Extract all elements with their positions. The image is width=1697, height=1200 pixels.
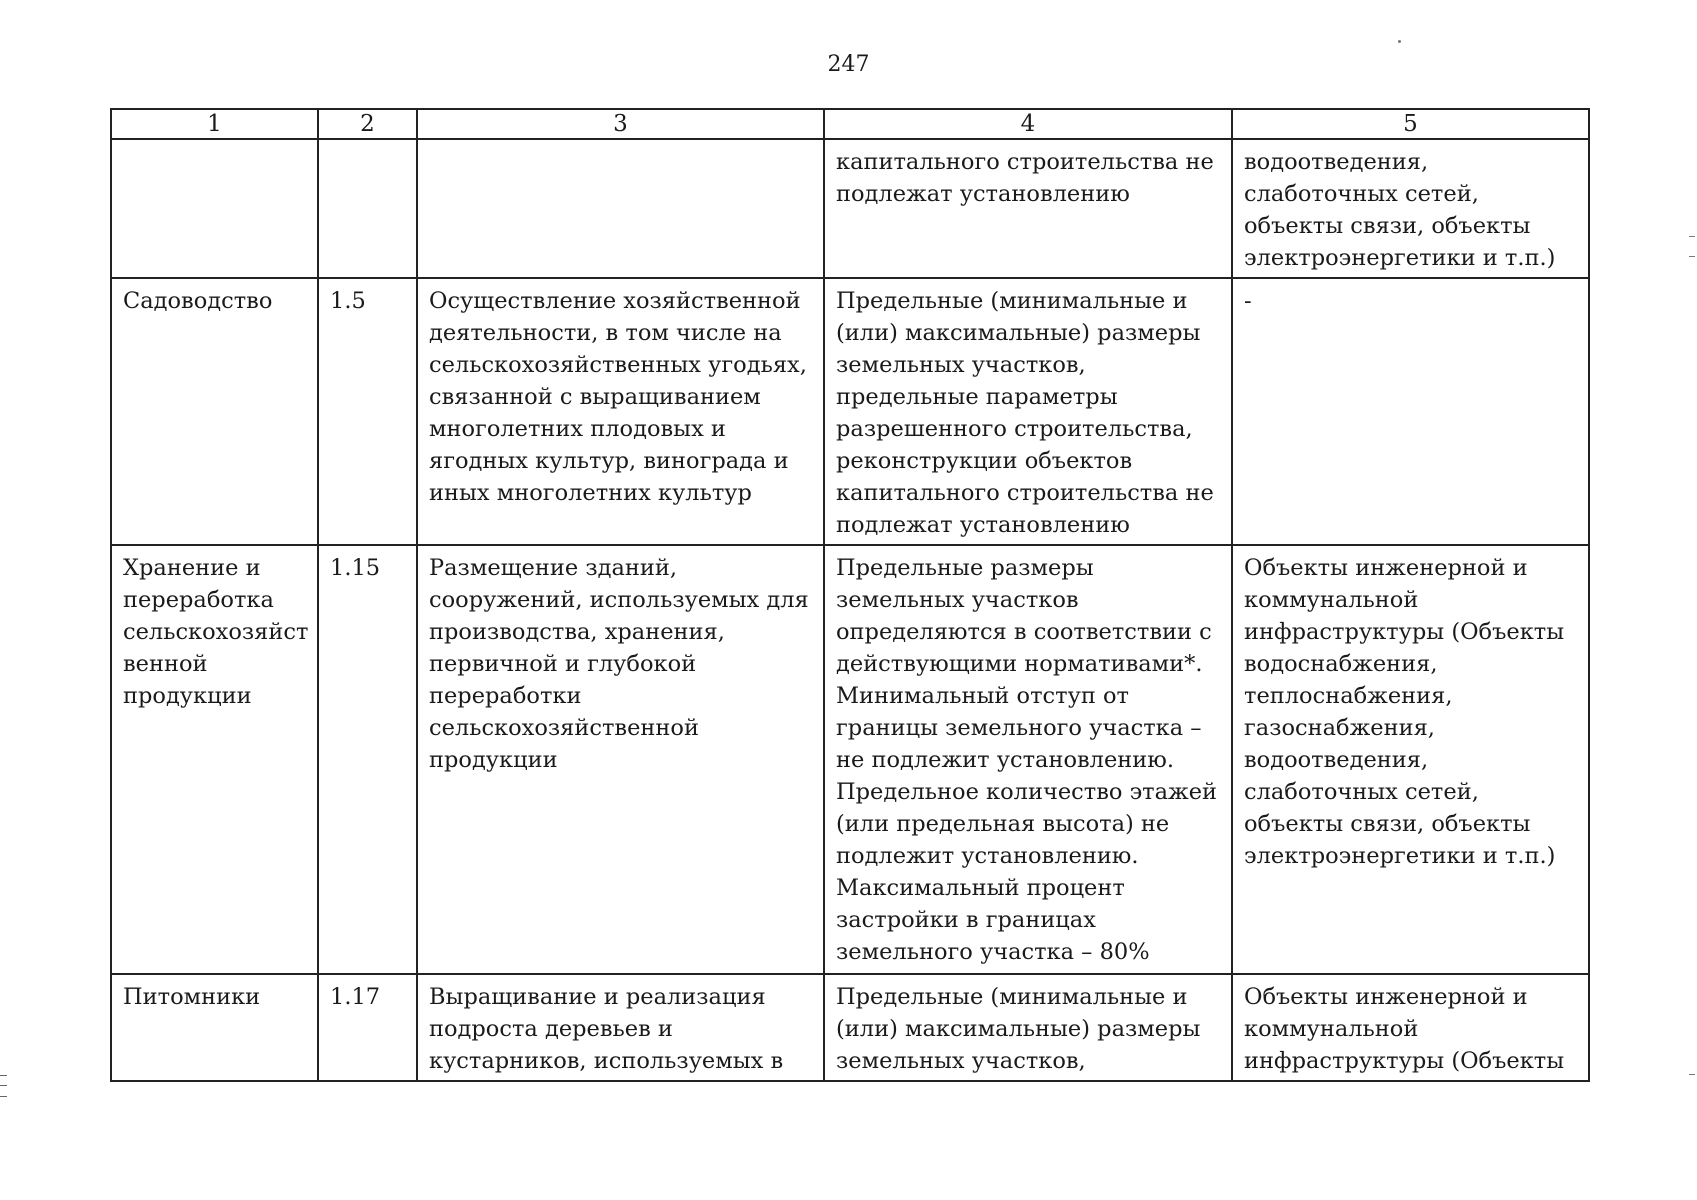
auxiliary-uses-cell: водоотведения, слаботочных сетей, объекты связи, объекты электроэнергетики и т.п.) bbox=[1232, 139, 1589, 278]
scan-edge-tick bbox=[1689, 236, 1695, 237]
use-name-text: Питомники bbox=[123, 984, 261, 1010]
scan-speck bbox=[1398, 40, 1401, 43]
column-header: 1 bbox=[111, 109, 318, 139]
scan-edge-tick bbox=[1689, 256, 1695, 257]
use-description-cell: Осуществление хозяйственной деятельности, в том числе на сельскохозяйственных угодьях, связанной с выращиванием многолетних плодовых и ягодных культур, винограда и иных многолетних культур bbox=[417, 278, 824, 545]
use-description-text: Выращивание и реализация подроста деревьев и кустарников, используемых в bbox=[429, 984, 784, 1074]
table-row bbox=[111, 974, 1589, 1081]
table-row bbox=[111, 139, 1589, 278]
auxiliary-uses-cell: - bbox=[1232, 278, 1589, 545]
scan-margin-mark bbox=[0, 1075, 7, 1097]
table-row bbox=[111, 545, 1589, 974]
use-name-cell bbox=[111, 139, 318, 278]
scan-edge-tick bbox=[1689, 1074, 1695, 1075]
auxiliary-uses-cell: Объекты инженерной и коммунальной инфраструктуры (Объекты водоснабжения, теплоснабжения, газоснабжения, водоотведения, слаботочных сетей, объекты связи, объекты электроэнергетики и т.п.) bbox=[1232, 545, 1589, 974]
use-code-cell bbox=[318, 139, 417, 278]
use-description-cell bbox=[417, 139, 824, 278]
auxiliary-uses-cell bbox=[1232, 974, 1589, 1081]
parameters-cell: капитального строительства не подлежат установлению bbox=[824, 139, 1232, 278]
parameters-cell: Предельные размеры земельных участков определяются в соответствии с действующими нормативами*. Минимальный отступ от границы земельного участка – не подлежит установлению. Предельное количество этажей (или предельная высота) не подлежит установлению. Максимальный процент застройки в границах земельного участка – 80% bbox=[824, 545, 1232, 974]
column-header: 5 bbox=[1232, 109, 1589, 139]
table-row bbox=[111, 278, 1589, 545]
column-header: 3 bbox=[417, 109, 824, 139]
use-name-cell bbox=[111, 974, 318, 1081]
use-code-cell bbox=[318, 974, 417, 1081]
parameters-text: Предельные (минимальные и (или) максимальные) размеры земельных участков, bbox=[836, 984, 1201, 1074]
use-code-cell: 1.15 bbox=[318, 545, 417, 974]
page-number: 247 bbox=[827, 52, 870, 77]
table-header-row bbox=[111, 109, 1589, 139]
zoning-table bbox=[110, 108, 1590, 1082]
use-name-cell: Садоводство bbox=[111, 278, 318, 545]
column-header: 4 bbox=[824, 109, 1232, 139]
use-name-cell: Хранение и переработка сельскохозяйст венной продукции bbox=[111, 545, 318, 974]
use-code-cell: 1.5 bbox=[318, 278, 417, 545]
use-code-text: 1.17 bbox=[330, 984, 381, 1010]
column-header: 2 bbox=[318, 109, 417, 139]
parameters-cell: Предельные (минимальные и (или) максимальные) размеры земельных участков, предельные параметры разрешенного строительства, реконструкции объектов капитального строительства не подлежат установлению bbox=[824, 278, 1232, 545]
parameters-cell bbox=[824, 974, 1232, 1081]
use-description-cell: Размещение зданий, сооружений, используемых для производства, хранения, первичной и глубокой переработки сельскохозяйственной продукции bbox=[417, 545, 824, 974]
use-description-cell bbox=[417, 974, 824, 1081]
auxiliary-uses-text: Объекты инженерной и коммунальной инфраструктуры (Объекты bbox=[1244, 984, 1565, 1074]
